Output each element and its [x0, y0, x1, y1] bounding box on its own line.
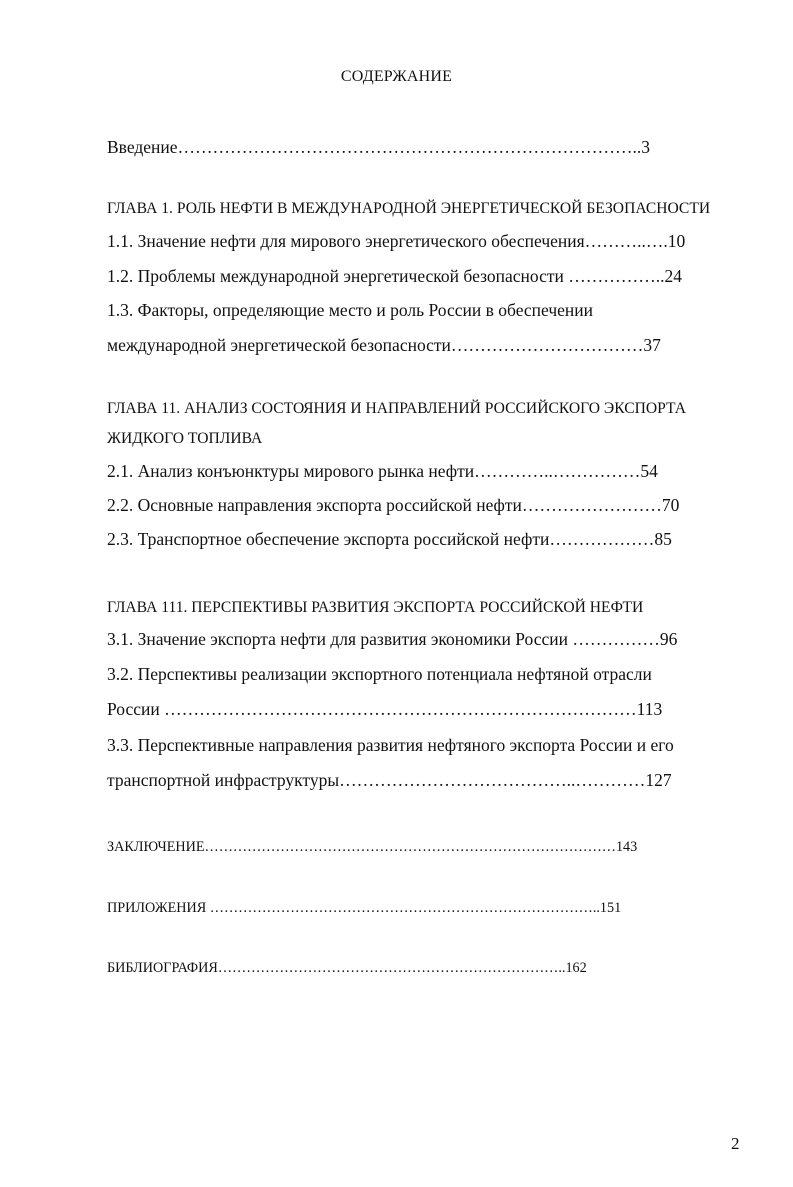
toc-section-2-3: 2.3. Транспортное обеспечение экспорта российской нефти………………85 [107, 529, 672, 549]
toc-introduction: Введение……………………………………………………………………..3 [107, 137, 651, 157]
toc-chapter-1-heading: ГЛАВА 1. РОЛЬ НЕФТИ В МЕЖДУНАРОДНОЙ ЭНЕРГЕТИЧЕСКОЙ БЕЗОПАСНОСТИ [107, 200, 711, 217]
toc-appendices: ПРИЛОЖЕНИЯ ………………………………………………………………………..151 [107, 900, 622, 916]
page-title: СОДЕРЖАНИЕ [340, 68, 453, 85]
toc-section-1-3-line2: международной энергетической безопасности……………………………37 [107, 335, 661, 355]
toc-bibliography: БИБЛИОГРАФИЯ………………………………………………………………..162 [107, 960, 587, 976]
toc-section-3-3-line1: 3.3. Перспективные направления развития нефтяного экспорта России и его [107, 735, 674, 755]
toc-conclusion: ЗАКЛЮЧЕНИЕ……………………………………………………………………………143 [107, 839, 638, 855]
toc-section-2-2: 2.2. Основные направления экспорта российской нефти……………………70 [107, 495, 680, 515]
toc-section-2-1: 2.1. Анализ конъюнктуры мирового рынка нефти…………..……………54 [107, 461, 658, 481]
toc-section-3-1: 3.1. Значение экспорта нефти для развития экономики России ……………96 [107, 629, 678, 649]
toc-chapter-3-heading: ГЛАВА 111. ПЕРСПЕКТИВЫ РАЗВИТИЯ ЭКСПОРТА РОССИЙСКОЙ НЕФТИ [107, 599, 644, 616]
page-number: 2 [731, 1134, 740, 1153]
toc-section-1-3-line1: 1.3. Факторы, определяющие место и роль России в обеспечении [107, 300, 594, 320]
toc-chapter-2-heading-line2: ЖИДКОГО ТОПЛИВА [107, 430, 263, 447]
toc-section-3-2-line2: России ………………………………………………………………………113 [107, 699, 663, 719]
toc-section-1-2: 1.2. Проблемы международной энергетической безопасности ……………..24 [107, 266, 682, 286]
toc-chapter-2-heading-line1: ГЛАВА 11. АНАЛИЗ СОСТОЯНИЯ И НАПРАВЛЕНИЙ РОССИЙСКОГО ЭКСПОРТА [107, 400, 687, 417]
toc-section-1-1: 1.1. Значение нефти для мирового энергетического обеспечения………..….10 [107, 231, 686, 251]
toc-section-3-3-line2: транспортной инфраструктуры…………………………………..…………127 [107, 770, 672, 790]
toc-section-3-2-line1: 3.2. Перспективы реализации экспортного потенциала нефтяной отрасли [107, 664, 652, 684]
